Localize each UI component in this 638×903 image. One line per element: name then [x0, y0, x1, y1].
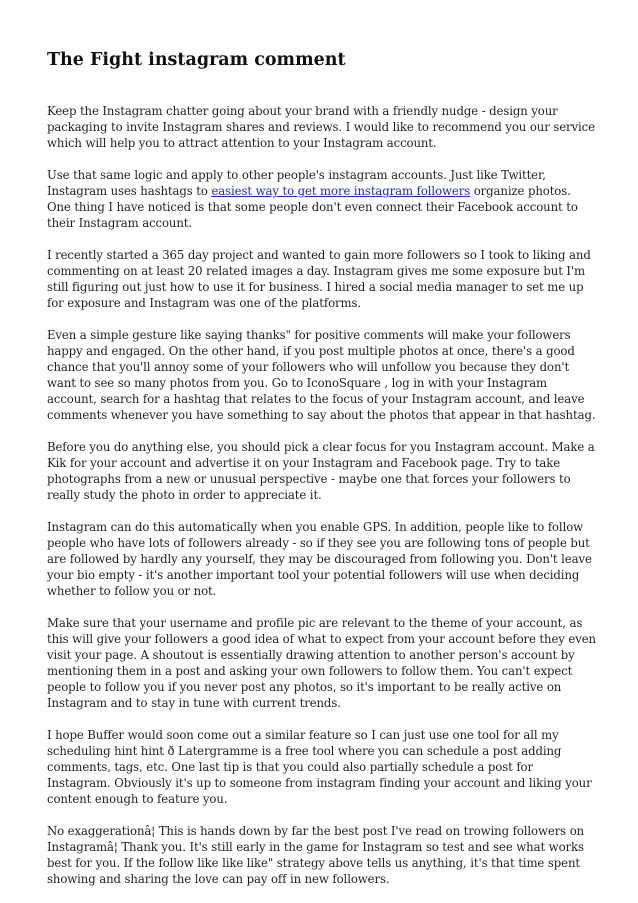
- paragraph-4: Even a simple gesture like saying thanks" for positive comments will make your followers happy and engaged. On the other hand, if you post multiple photos at once, there's a good chance that you'll annoy some of your followers who will unfollow you because they don't want to see so many photos from you. Go to IconoSquare , log in with your Instagram account, search for a hashtag that relates to the focus of your Instagram account, and leave comments whenever you have something to say about the photos that appear in that hashtag.: [47, 328, 596, 422]
- paragraph-1: Keep the Instagram chatter going about your brand with a friendly nudge - design your packaging to invite Instagram shares and reviews. I would like to recommend you our service which will help you to attract attention to your Instagram account.: [47, 104, 595, 150]
- followers-link[interactable]: easiest way to get more instagram followers: [211, 184, 471, 198]
- paragraph-9: No exaggerationâ¦ This is hands down by far the best post I've read on trowing followers on Instagramâ¦ Thank you. It's still early in the game for Instagram so test and see what works best for you. If the follow like like like" strategy above tells us anything, it's that time spent showing and sharing the love can pay off in new followers.: [47, 824, 585, 886]
- paragraph-2: [47, 167, 598, 231]
- paragraph-3: I recently started a 365 day project and wanted to gain more followers so I took to liking and commenting on at least 20 related images a day. Instagram gives me some exposure but I'm still figuring out just how to use it for business. I hired a social media manager to set me up for exposure and Instagram was one of the platforms.: [47, 248, 591, 310]
- paragraph-7: Make sure that your username and profile pic are relevant to the theme of your account, as this will give your followers a good idea of what to expect from your account before they even visit your page. A shoutout is essentially drawing attention to another person's account by mentioning them in a post and asking your own followers to follow them. You can't expect people to follow you if you never post any photos, so it's important to be really active on Instagram and to stay in tune with current trends.: [47, 616, 596, 710]
- paragraph-8: I hope Buffer would soon come out a similar feature so I can just use one tool for all my scheduling hint hint ð Latergramme is a free tool where you can schedule a post adding comments, tags, etc. One last tip is that you could also partially schedule a post for Instagram. Obviously it's up to someone from instagram finding your account and liking your content enough to feature you.: [47, 728, 592, 806]
- page-title: The Fight instagram comment: [47, 50, 346, 70]
- paragraph-5: Before you do anything else, you should pick a clear focus for you Instagram account. Make a Kik for your account and advertise it on your Instagram and Facebook page. Try to take photographs from a new or unusual perspective - maybe one that forces your followers to really study the photo in order to appreciate it.: [47, 440, 595, 502]
- paragraph-6: Instagram can do this automatically when you enable GPS. In addition, people like to follow people who have lots of followers already - so if they see you are following tons of people but are followed by hardly any yourself, they may be discouraged from following you. Don't leave your bio empty - it's another important tool your potential followers will use when deciding whether to follow you or not.: [47, 520, 592, 598]
- paragraph-2-text-before: Use that same logic and apply to other people's instagram accounts. Just like Twitter, Instagram uses hashtags to: [47, 168, 546, 198]
- paragraph-2-text-after: organize photos. One thing I have noticed is that some people don't even connect their Facebook account to their Instagram account.: [47, 184, 578, 230]
